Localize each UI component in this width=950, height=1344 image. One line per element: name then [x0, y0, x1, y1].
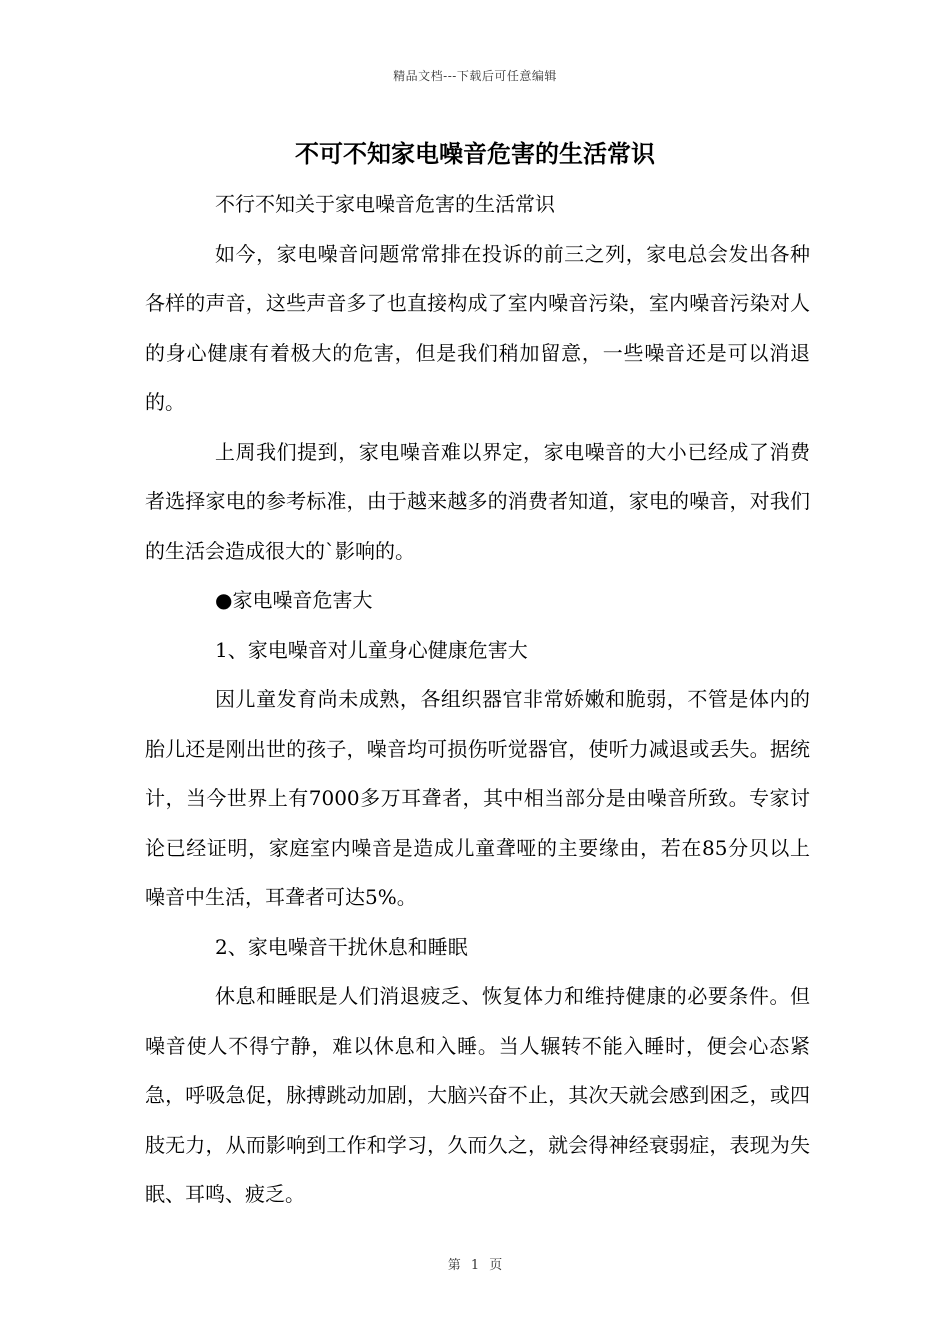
body-paragraph: 因儿童发育尚未成熟，各组织器官非常娇嫩和脆弱，不管是体内的胎儿还是刚出世的孩子，噪音均可损伤听觉器官，使听力减退或丢失。据统计，当今世界上有7000多万耳聋者，其中相当部分是由噪音所致。专家讨论已经证明，家庭室内噪音是造成儿童聋哑的主要缘由，若在85分贝以上噪音中生活，耳聋者可达5%。 [145, 687, 810, 909]
subsection-heading: 2、家电噪音干扰休息和睡眠 [215, 934, 468, 959]
page-footer [0, 1254, 950, 1273]
page-prefix: 第 [447, 1258, 461, 1273]
subtitle-paragraph: 不行不知关于家电噪音危害的生活常识 [215, 192, 555, 216]
header-note: 精品文档---下载后可任意编辑 [393, 69, 557, 83]
document-body [145, 180, 810, 1220]
body-paragraph: 休息和睡眠是人们消退疲乏、恢复体力和维持健康的必要条件。但噪音使人不得宁静，难以休息和入睡。当人辗转不能入睡时，便会心态紧急，呼吸急促，脉搏跳动加剧，大脑兴奋不止，其次天就会感到困乏，或四肢无力，从而影响到工作和学习，久而久之，就会得神经衰弱症，表现为失眠、耳鸣、疲乏。 [145, 984, 810, 1206]
page-number: 1 [470, 1258, 480, 1273]
document-title: 不可不知家电噪音危害的生活常识 [295, 139, 655, 168]
body-paragraph: 如今，家电噪音问题常常排在投诉的前三之列，家电总会发出各种各样的声音，这些声音多了也直接构成了室内噪音污染，室内噪音污染对人的身心健康有着极大的危害，但是我们稍加留意，一些噪音还是可以消退的。 [145, 241, 810, 414]
page-suffix: 页 [489, 1258, 503, 1273]
subsection-heading: 1、家电噪音对儿童身心健康危害大 [215, 637, 528, 662]
body-paragraph: 上周我们提到，家电噪音难以界定，家电噪音的大小已经成了消费者选择家电的参考标准，由于越来越多的消费者知道，家电的噪音，对我们的生活会造成很大的`影响的。 [145, 439, 810, 563]
section-heading: ●家电噪音危害大 [215, 588, 373, 612]
